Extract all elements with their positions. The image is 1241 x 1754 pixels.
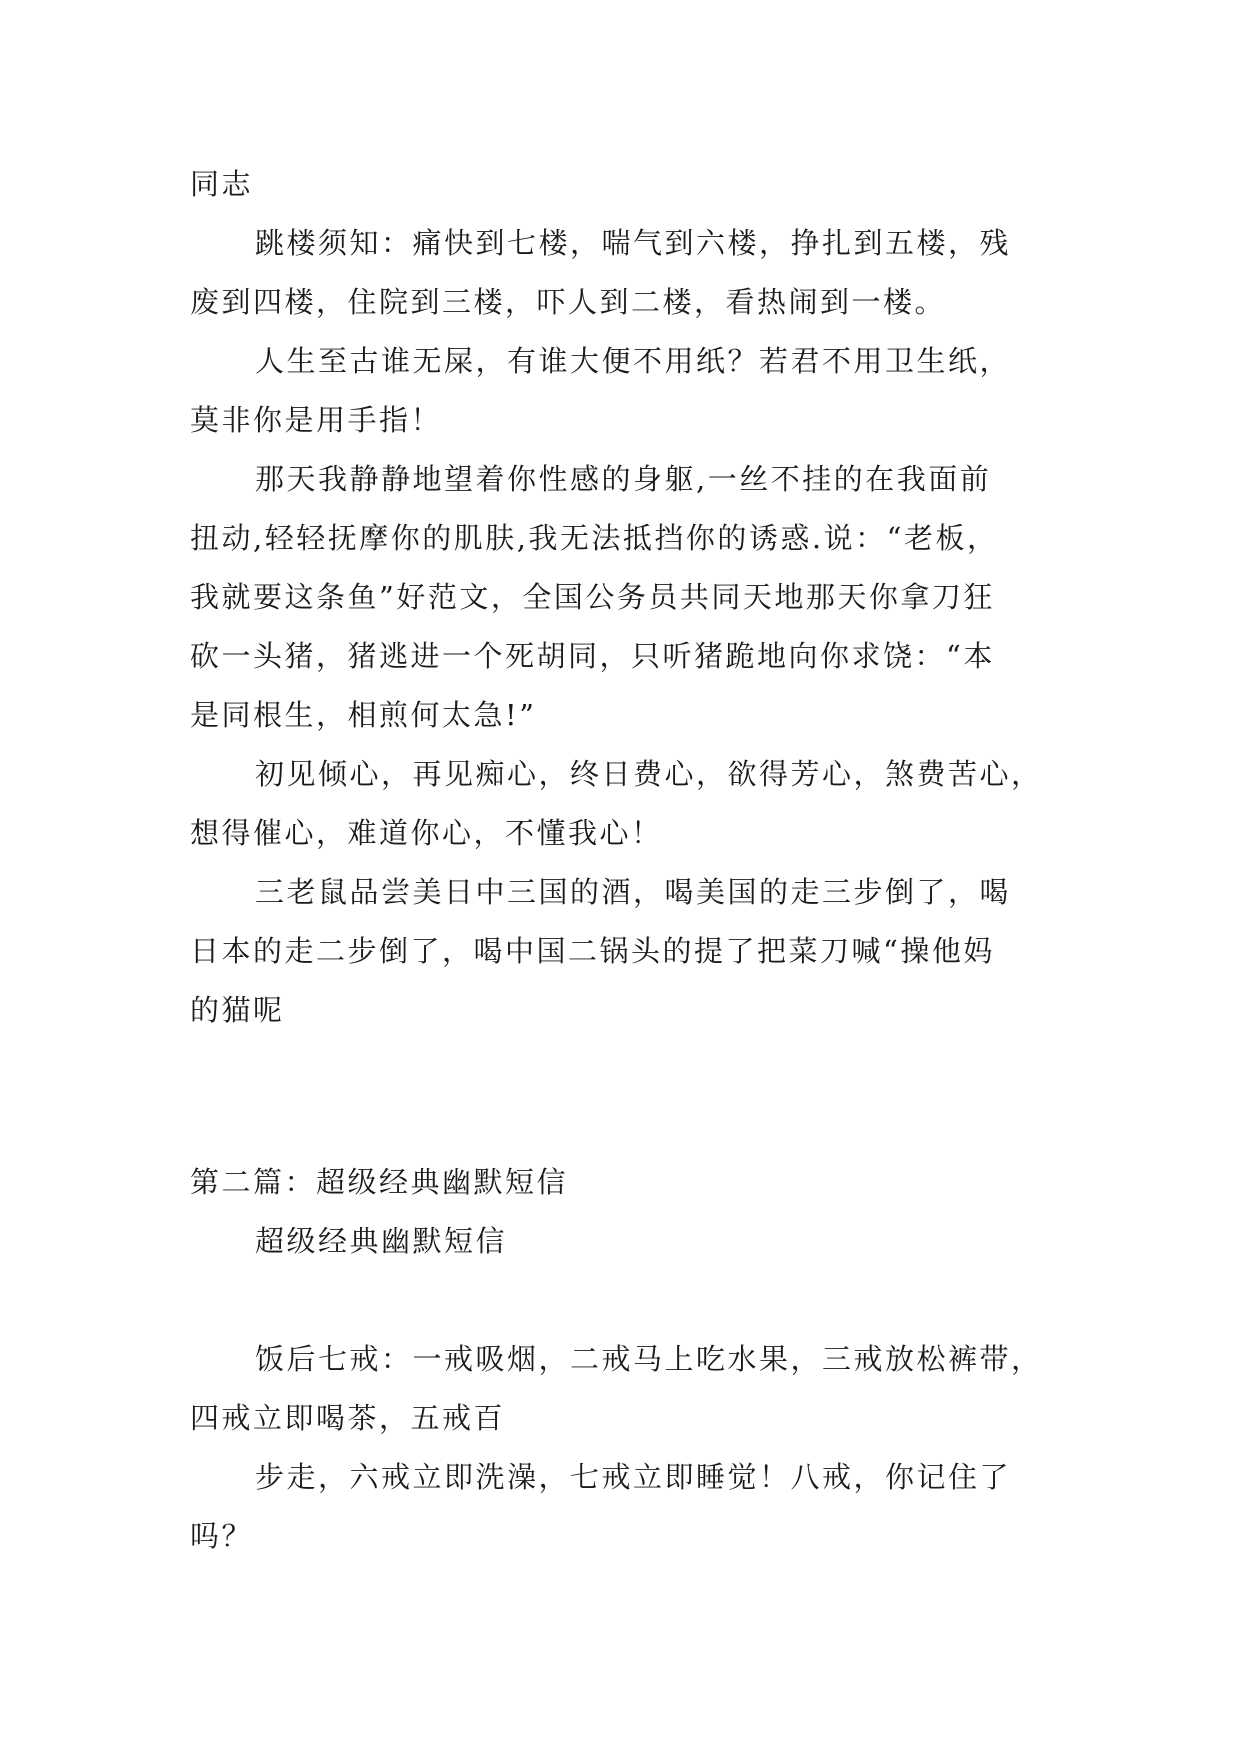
section-1 — [190, 155, 1050, 1040]
paragraph-line: 人生至古谁无屎，有谁大便不用纸？若君不用卫生纸， — [255, 344, 1012, 378]
section-2-heading: 第二篇：超级经典幽默短信 — [190, 1165, 569, 1199]
paragraph-line: 四戒立即喝茶，五戒百 — [190, 1401, 506, 1435]
section-2 — [190, 1153, 1050, 1271]
section-1-heading: 同志 — [190, 167, 254, 201]
paragraph-line: 是同根生，相煎何太急!” — [190, 698, 537, 732]
paragraph-line: 想得催心，难道你心，不懂我心！ — [190, 816, 663, 850]
paragraph-line: 日本的走二步倒了，喝中国二锅头的提了把菜刀喊“操他妈 — [190, 934, 995, 968]
paragraph-line: 那天我静静地望着你性感的身躯,一丝不挂的在我面前 — [255, 462, 992, 496]
paragraph-line: 废到四楼，住院到三楼，吓人到二楼，看热闹到一楼。 — [190, 285, 947, 319]
paragraph-line: 扭动,轻轻抚摩你的肌肤,我无法抵挡你的诱惑.说：“老板， — [190, 521, 999, 555]
paragraph-line: 饭后七戒：一戒吸烟，二戒马上吃水果，三戒放松裤带， — [255, 1342, 1043, 1376]
paragraph-line: 步走，六戒立即洗澡，七戒立即睡觉！八戒，你记住了 — [255, 1460, 1012, 1494]
paragraph-line: 砍一头猪，猪逃进一个死胡同，只听猪跪地向你求饶：“本 — [190, 639, 995, 673]
section-2-body — [190, 1330, 1050, 1566]
paragraph-line: 我就要这条鱼”好范文，全国公务员共同天地那天你拿刀狂 — [190, 580, 995, 614]
paragraph-line: 的猫呢 — [190, 993, 285, 1027]
paragraph-line: 吗？ — [190, 1519, 254, 1553]
paragraph-line: 跳楼须知：痛快到七楼，喘气到六楼，挣扎到五楼，残 — [255, 226, 1012, 260]
paragraph-line: 莫非你是用手指！ — [190, 403, 443, 437]
paragraph-line: 初见倾心，再见痴心，终日费心，欲得芳心，煞费苦心， — [255, 757, 1043, 791]
paragraph-line: 三老鼠品尝美日中三国的酒，喝美国的走三步倒了，喝 — [255, 875, 1012, 909]
section-2-subheading: 超级经典幽默短信 — [255, 1224, 508, 1258]
